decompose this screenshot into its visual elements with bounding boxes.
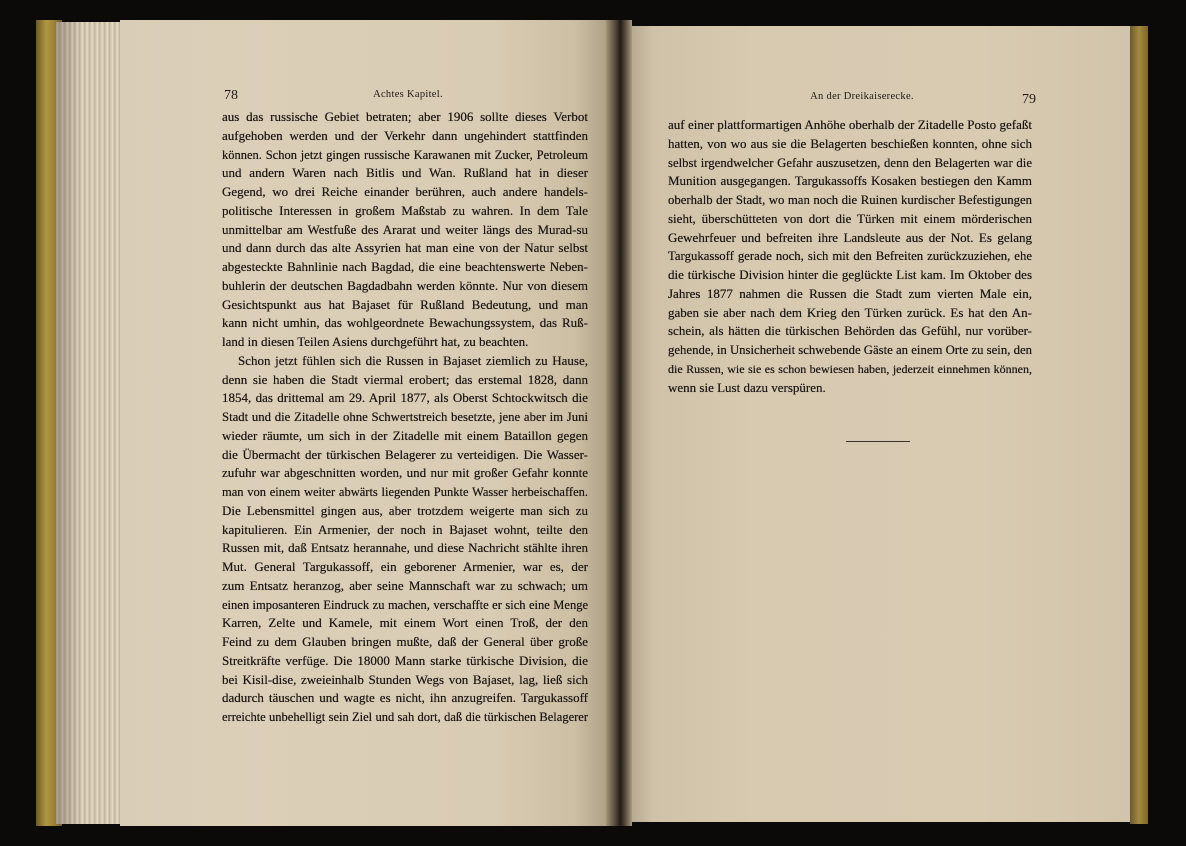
text-line: und dann durch das alte Assyrien hat man eine von der Natur selbst [222,240,588,256]
right-page-header [668,90,1036,110]
text-line: politische Interessen in großem Maßstab zu wahren. In dem Tale [222,202,588,218]
text-line: sieht, überschütteten von dort die Türken mit einem mörderischen [668,210,1032,226]
text-line: können. Schon jetzt gingen russische Karawanen mit Zucker, Petroleum [222,147,588,162]
text-line: auf einer plattformartigen Anhöhe oberhalb der Zitadelle Posto gefaßt [668,117,1032,132]
text-line: Feind zu dem Glauben bringen mußte, daß der General über große [222,634,588,649]
text-line: oberhalb der Stadt, wo man noch die Ruinen kurdischer Befestigungen [668,193,1032,207]
text-line: Russen mit, daß Entsatz herannahe, und diese Nachricht stählte ihren [222,540,588,556]
text-line: land in diesen Teilen Asiens durchgeführt hat, zu beachten. [222,334,529,349]
text-line: hatten, von wo aus sie die Belagerten beschießen konnten, ohne sich [668,135,1032,151]
right-page-number: 79 [1022,92,1036,107]
book-cover-right-edge [1130,26,1148,824]
text-line: gaben sie aber nach dem Krieg den Türken zurück. Es hat den An- [668,304,1032,320]
text-line: Die Lebensmittel gingen aus, aber trotzdem weigerte man sich zu [222,502,588,518]
text-line: denn sie haben die Stadt viermal erobert; das erstemal 1828, dann [222,371,588,387]
text-line: Gegend, wo drei Reiche einander berühren, auch andere handels- [222,184,588,199]
right-running-head: An der Dreikaiserecke. [810,91,914,102]
book-gutter [606,20,632,826]
text-line: Munition ausgegangen. Targukassoffs Kosaken bestiegen den Kamm [668,173,1032,189]
text-line: Streitkräfte verfüge. Die 18000 Mann starke türkische Division, die [222,652,588,668]
text-line: buhlerin der deutschen Bagdadbahn werden könnte. Nur von diesem [222,277,588,293]
text-line: zum Entsatz heranzog, aber seine Mannschaft war zu schwach; um [222,577,588,593]
left-page-number: 78 [224,88,238,103]
text-line: aus das russische Gebiet betraten; aber 1906 sollte dieses Verbot [222,109,588,124]
left-page-text [222,108,588,727]
text-line: kann nicht umhin, das wohlgeordnete Bewachungssystem, das Ruß- [222,315,588,331]
text-line: die Übermacht der türkischen Belagerer zu verteidigen. Die Wasser- [222,446,588,462]
text-line: Karren, Zelte und Kamele, mit einem Wort einen Troß, der den [222,615,588,631]
paragraph [668,116,1032,397]
text-line: gehende, in Unsicherheit schwebende Gäste an einem Orte zu sein, den [668,343,1032,357]
text-line: 1854, das drittemal am 29. April 1877, als Oberst Schtockwitsch die [222,390,588,406]
text-line: Schon jetzt fühlen sich die Russen in Bajaset ziemlich zu Hause, [238,352,588,368]
text-line: und andern Waren nach Bitlis und Wan. Rußland hat in dieser [222,165,588,181]
text-line: einen imposanteren Eindruck zu machen, verschaffte er sich eine Menge [222,597,588,612]
text-line: die türkische Division hinter die geglückte List kam. Im Oktober des [668,267,1032,282]
text-line: schein, als hätten die türkischen Behörden das Gefühl, nur vorüber- [668,323,1032,339]
text-line: man von einem weiter abwärts liegenden Punkte Wasser herbeischaffen. [222,485,588,499]
paragraph [222,352,588,727]
text-line: selbst irgendwelcher Gefahr auszusetzen, denn den Belagerten war die [668,155,1032,170]
text-line: die Russen, wie sie es schon bewiesen haben, jederzeit einnehmen können, [668,361,1032,376]
text-line: zufuhr war abgeschnitten worden, und nur mit großer Gefahr konnte [222,465,588,481]
right-page-text [668,116,1032,397]
text-line: bei Kisil-dise, zweieinhalb Stunden Wegs von Bajaset, lag, ließ sich [222,671,588,687]
text-line: unmittelbar am Westfuße des Ararat und weiter längs des Murad-su [222,221,588,237]
text-line: Stadt und die Zitadelle ohne Schwertstreich besetzte, jene aber im Juni [222,410,588,424]
text-line: Gewehrfeuer und befreiten ihre Landsleute aus der Not. Es gelang [668,229,1032,245]
section-end-rule [846,441,910,442]
left-page-header [224,88,588,108]
text-line: Mut. General Targukassoff, ein geborener Armenier, war es, der [222,559,588,574]
text-line: wenn sie Lust dazu verspüren. [668,379,826,395]
text-line: wieder räumte, um sich in der Zitadelle mit einem Bataillon gegen [222,427,588,443]
paragraph [222,108,588,352]
left-running-head: Achtes Kapitel. [373,89,443,100]
text-line: kapitulieren. Ein Armenier, der noch in Bajaset wohnt, teilte den [222,521,588,537]
text-line: Gesichtspunkt aus hat Bajaset für Rußland Bedeutung, und man [222,296,588,312]
text-line: abgesteckte Bahnlinie nach Bagdad, die eine beachtenswerte Neben- [222,259,588,274]
text-line: dadurch täuschen und wagte es nicht, ihn anzugreifen. Targukassoff [222,690,588,706]
page-stack-edges [56,22,122,824]
text-line: Targukassoff gerade noch, sich mit den Befreiten zurückzuziehen, ehe [668,249,1032,264]
text-line: erreichte unbehelligt sein Ziel und sah dort, daß die türkischen Belagerer [222,710,588,724]
text-line: Jahres 1877 nahmen die Russen die Stadt zum vierten Male ein, [668,285,1032,301]
text-line: aufgehoben werden und der Verkehr dann ungehindert stattfinden [222,127,588,143]
